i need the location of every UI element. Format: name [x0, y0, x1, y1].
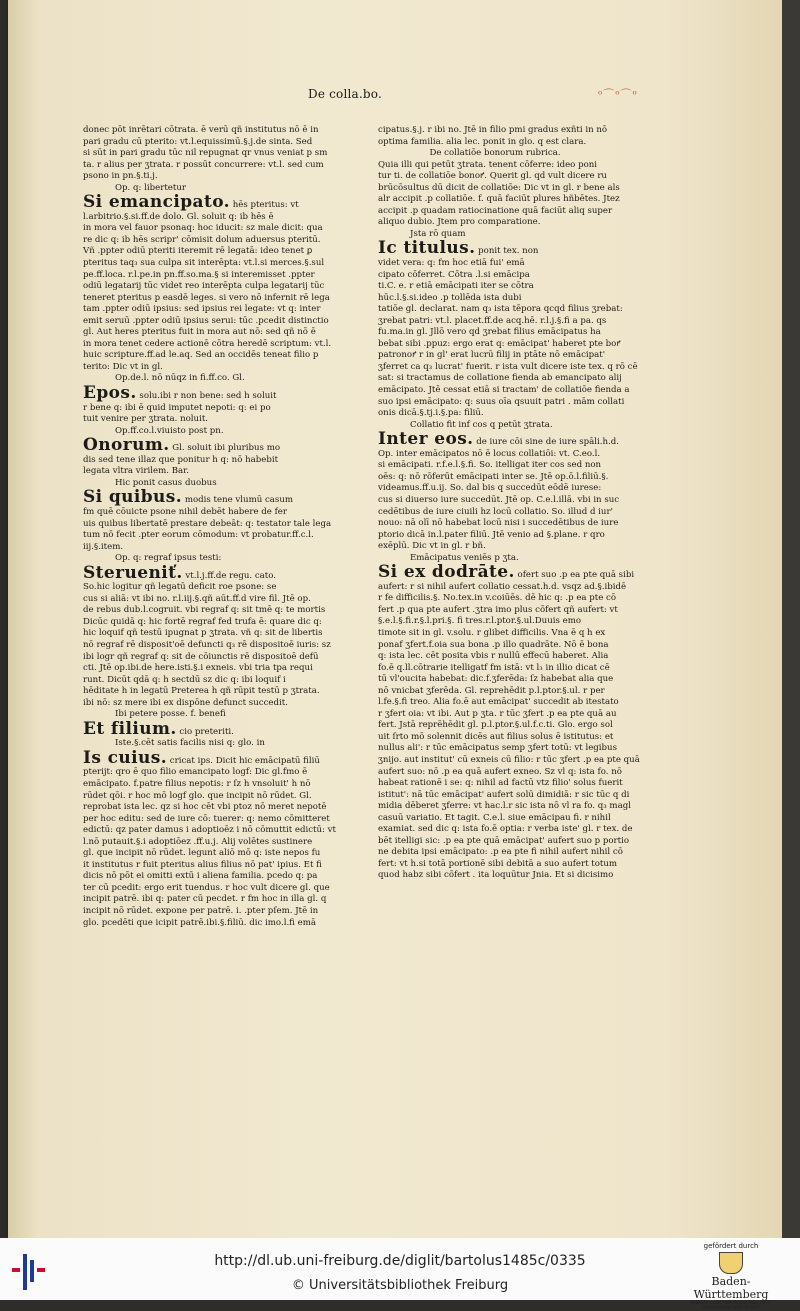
text-line: rūdet qōi. r hoc mō logf glo. que incipit nō rūdet. Gl. — [83, 790, 312, 801]
text-line: si emācipati. r.f.e.l.§.fi. So. itelligat iter cos sed non — [378, 460, 602, 471]
text-line: Jsta rō quam — [410, 228, 466, 239]
right-column — [378, 125, 640, 882]
text-line: Quia illi qui petūt ʒtrata. tenent cōferre: ideo poni — [378, 159, 598, 170]
text-line: in mora tenet cedere actionē cōtra heredē scriptum: vt.l. — [83, 338, 332, 349]
text-line: cus si aliā: vt ibi no. r.l.iij.§.qñ aūt.ff.d vire fil. Jtē op. — [83, 593, 311, 604]
sponsor-label: gefördert durch — [703, 1242, 759, 1250]
text-line: Si emancipato. hēs pteritus: vt — [83, 192, 299, 213]
text-line: Si ex dodrāte. ofert suo .p ea pte quā sibi — [378, 562, 635, 583]
text-line: ponaf ʒfert.f.oia sua bona .p illo quadrāte. Nō ē bona — [378, 639, 609, 650]
text-line: Onorum. Gl. soluit ibi pluribus mo — [83, 435, 281, 456]
text-line: r bene q: ibi ē quid imputet nepoti: q: ei po — [83, 402, 271, 413]
text-line: midia dēberet ʒferre: vt hac.l.r sic ista nō vl ra fo. q₃ magl — [378, 801, 631, 812]
text-line: quod habz sibi cōfert . ita loquūtur Jnia. Et si dicisimo — [378, 870, 614, 881]
text-line: re dic q: ib hēs scripr' cōmisit dolum aduersus pteritū. — [83, 234, 321, 245]
text-line: in mora vel fauor psonaq: hoc iducit: sz male dicit: qua — [83, 223, 323, 234]
text-line: casuū variatio. Et tagit. C.e.l. siue emācipau fi. r nihil — [378, 812, 611, 823]
text-line: emācipato. f.patre filius nepotis: r ſz h vnsoluit' h nō — [83, 778, 311, 789]
page-edge — [782, 0, 800, 1238]
text-line: l.fe.§.fi treo. Alia fo.ē aut emācipat' succedit ab itestato — [378, 697, 619, 708]
text-line: pari gradu cū pterito: vt.l.equissimū.§.j.de sinta. Sed — [83, 136, 313, 147]
text-line: cti. Jtē op.ibi.de here.isti.§.i exneis. vbi tria tpa requi — [83, 663, 313, 674]
text-line: runt. Dicūt qdā q: h sectdū sz dic q: ibi loquif i — [83, 674, 286, 685]
copyright-notice: © Universitätsbibliothek Freiburg — [291, 1278, 509, 1293]
text-line: aufert suo: nō .p ea quā aufert exneo. Sz vl q: ista fo. nō — [378, 766, 622, 777]
text-line: fert: vt h.si totā portionē sibi debitā a suo aufert totum — [378, 858, 618, 869]
text-line: cipato cōferret. Cōtra .l.si emācipa — [378, 269, 530, 280]
text-line: ptorio dicā in.l.pater filiū. Jtē venio ad §.plane. r qro — [378, 529, 605, 540]
text-line: suo ipsi emācipato: q: suus oīa qsuuit patri . mām collati — [378, 396, 625, 407]
text-line: accipit .p quadam ratiocinatione quā faciūt aliq super — [378, 205, 613, 216]
book-page — [8, 0, 782, 1238]
text-line: donec pōt inrētari cōtrata. ē verū qñ institutus nō ē in — [83, 125, 319, 135]
text-line: incipit patrē. ibi q: pater cū pecdet. r fm hoc in illa gl. q — [83, 894, 327, 905]
text-line: incipit nō rūdet. expone per patrē. i. .pter pſem. Jtē in — [83, 906, 319, 916]
text-line: odiū legatarij tūc videt reo interēpta culpa legatarij tūc — [83, 281, 325, 292]
text-line: uit ſrto mō solennit dicēs aut filius solus ē istitutus: et — [378, 731, 614, 742]
text-line: brūcōsultus dū dicit de collatiōe: Dic vt in gl. r bene als — [378, 182, 620, 193]
text-line: cedētibus de iure ciuili hz locū collatio. So. illud d iur' — [378, 506, 613, 517]
text-line: fm quē cōuicte psone nihil debēt habere de fer — [83, 506, 287, 517]
text-line: q: ista lec. cēt posita vbis r nullū effecū haberet. Alia — [378, 651, 609, 662]
text-line: r ʒfert oia: vt ibi. Aut p ʒta. r tūc ʒfert .p ea pte quā au — [378, 708, 617, 719]
text-line: tur ti. de collatiōe bonoꝵ. Querit gl. qd vult dicere ru — [378, 171, 607, 182]
text-line: pe.ff.loca. r.l.pe.in pn.ff.so.ma.§ si interemisset .ppter — [83, 269, 315, 280]
text-line: tuit venire per ʒtrata. noluit. — [83, 414, 208, 425]
text-line: uis quibus libertatē prestare debeāt: q: testator tale lega — [83, 518, 332, 529]
text-line: ʒferret ca q₃ lucrat' fuerit. r ista vult dicere iste tex. q rō cē — [378, 361, 638, 372]
text-line: teneret pteritus p easdē leges. si vero nō infernit rē lega — [83, 292, 330, 303]
text-line: bebat sibi .ppuz: ergo erat q: emācipat' haberet pte boꝵ — [378, 338, 621, 349]
text-line: Epos. solu.ibi r non bene: sed h soluit — [83, 383, 277, 404]
text-line: huic scripture.ff.ad le.aq. Sed an occidēs teneat filio p — [83, 350, 319, 361]
left-column — [83, 125, 336, 929]
text-line: onis dicā.§.tj.i.§.pa: filiū. — [378, 408, 484, 419]
text-line: ibi logr qñ regraf q: sit de cōiunctis rē dispositoē defū — [83, 651, 319, 662]
text-line: nō vnicbat ʒferēda. Gl. reprehēdit p.l.ptor.§.ul. r per — [378, 685, 605, 696]
text-line: alr accipit .p collatiōe. f. quā faciūt plures hñbētes. Jtez — [378, 194, 620, 205]
text-line: emit seruū .ppter odiū ipsius serui: tūc .pcedit distinctio — [83, 315, 329, 326]
text-line: Et filium. cio preteriti. — [83, 718, 234, 739]
text-line: videamus.ff.u.ij. So. dal bis q succedūt eōdē iurese: — [378, 483, 602, 494]
text-line: hic loquif qñ testū ipugnat p ʒtrata. vñ q: sit de libertis — [83, 628, 323, 639]
text-line: dis sed tene illaz que ponitur h q: nō habebit — [83, 454, 279, 465]
text-line: hēditate h in legatū Preterea h qñ rūpit testū p ʒtrata. — [83, 686, 320, 697]
text-line: ʒrebat patri: vt.l. placet.ff.de acq.hē. r.l.j.§.fi a pa. qs — [378, 315, 607, 326]
text-line: tatiōe gl. declarat. nam q₃ ista tēpora qcqd filius ʒrebat: — [378, 304, 623, 315]
text-line: optima familia. alia lec. ponit in glo. q est clara. — [378, 136, 587, 147]
text-line: patronoꝵ r in gl' erat lucrū filij in ptāte nō emācipat' — [378, 350, 606, 361]
text-line: edictū: qz pater damus i adoptioēz i nō cōmuttit edictū: vt — [83, 825, 336, 836]
text-line: oēs: q: nō rōferūt emācipati inter se. Jtē op.ō.l.filiū.§. — [378, 471, 609, 482]
text-line: ta. r alius per ʒtrata. r possūt concurrere: vt.l. sed cum — [83, 159, 324, 170]
text-line: Emācipatus veniēs p ʒta. — [410, 552, 519, 563]
text-line: fert. Jstā reprēhēdit gl. p.l.ptor.§.ul.f.c.ti. Glo. ergo sol — [378, 720, 613, 731]
text-line: Vñ .ppter odiū pteriti iteremit rē legatā: ideo tenet ꝑ — [83, 246, 313, 257]
text-line: fert .p qua pte aufert .ʒtra imo plus cōfert qñ aufert: vt — [378, 604, 618, 615]
ornament: ᵒ⌒ᵒ⌒ᵒ — [598, 88, 638, 101]
text-line: glo. pcedēti que icipit patrē.ibi.§.filiū. dic imo.l.fi emā — [83, 917, 316, 928]
text-line: terito: Dic vt in gl. — [83, 361, 163, 372]
text-line: Op.ff.co.l.viuisto post pn. — [115, 425, 224, 436]
sponsor-name: Baden-Württemberg — [693, 1275, 769, 1301]
viewer-footer — [0, 1238, 800, 1311]
coat-of-arms-icon — [719, 1252, 743, 1274]
text-line: legata vltra virilem. Bar. — [83, 466, 190, 477]
text-line: Dicūc quidā q: hic fortē regraf fed trufa ē: quare dic q: — [83, 616, 322, 627]
text-line: it institutus r fuit pteritus alius filius nō pat' ipius. Et fi — [83, 859, 322, 870]
text-line: nullus ali': r tūc emācipatus semp ʒfert totū: vt legibus — [378, 743, 618, 754]
text-line: fo.ē q.ll.cōtrarie itelligatf fm istā: vt l₃ in illio dicat cē — [378, 662, 610, 673]
text-line: ter cū pcedit: ergo erit tuendus. r hoc vult dicere gl. que — [83, 882, 330, 893]
text-line: l.nō putauit.§.i adoptiōez .ff.u.j. Alij volētes sustinere — [83, 836, 313, 847]
sponsor-ministry: MINISTERIUM FÜR WISSENSCHAFT, FORSCHUNG UND KUNST — [690, 1301, 772, 1311]
text-line: ne debita ipsi emācipato: .p ea pte fi nihil aufert nihil cō — [378, 847, 623, 858]
text-line: Ic titulus. ponit tex. non — [378, 238, 539, 259]
text-line: habeat rationē i se: q: nihil ad factū vtz filio' solus fuerit — [378, 778, 623, 789]
text-line: ʒnijo. aut institut' cū exneis cū filio: r tūc ʒfert .p ea pte quā — [378, 754, 640, 765]
text-line: psono in pn.§.ti.j. — [83, 171, 158, 182]
text-line: Sterueniť. vt.l.j.ff.de regu. cato. — [83, 562, 277, 583]
text-line: §.e.l.§.fi.r.§.l.pri.§. fi tres.r.l.ptor.§.ul.Duuis emo — [378, 616, 582, 627]
text-line: Op.de.l. nō nūqz in fi.ff.co. Gl. — [115, 373, 245, 384]
text-line: examiat. sed dic q: ista fo.ē optia: r verba iste' gl. r tex. de — [378, 824, 633, 835]
text-line: ti.C. e. r etiā emācipati iter se cōtra — [378, 281, 534, 292]
text-line: timote sit in gl. v.solu. r glibet difficilis. Vna ē q h ex — [378, 627, 606, 638]
text-line: Si quibus. modis tene vlumū casum — [83, 487, 294, 508]
text-line: gl. Aut heres pteritus fuit in mora aut nō: sed qñ nō ē — [83, 327, 316, 338]
text-line: tū vl'oucita habebat: dic.f.ʒferēda: ſz habebat alia que — [378, 674, 614, 685]
text-line: reprobat ista lec. qz si hoc cēt vbi ptoz nō meret nepotē — [83, 802, 327, 813]
text-line: Op. q: libertetur — [115, 182, 186, 193]
text-line: hūc.l.§.si.ideo .p tollēda ista dubi — [378, 292, 522, 303]
text-line: cus si diuerso iure succedūt. Jtē op. C.e.l.illā. vbi in suc — [378, 494, 620, 505]
text-line: Inter eos. de iure cōi sine de iure spāli.h.d. — [378, 429, 620, 450]
text-line: gl. que incipit nō rūdet. legunt aliō mō q: iste nepos fu — [83, 848, 321, 859]
text-line: l.arbitrio.§.si.ff.de dolo. Gl. soluit q: ib hēs ē — [83, 211, 274, 222]
text-line: Ibi petere posse. f. benefi — [115, 709, 226, 720]
text-line: emācipato. Jtē cessat etiā si tractam' de collatiōe fienda a — [378, 385, 630, 396]
text-line: nō regraf rē disposit'oē defuncti q₃ rē dispositoē iuris: sz — [83, 639, 331, 650]
text-line: cipatus.§.j. r ibi no. Jtē in filio pmi gradus exñti in nō — [378, 125, 608, 135]
text-line: pteritus taq₃ sua culpa sit interēpta: vt.l.si merces.§.sul — [83, 258, 325, 269]
text-line: istitut': nā tūc emācipat' aufert solū dimidiā: r sic tūc q di — [378, 789, 630, 800]
text-line: ibi nō: sz mere ibi ex dispōne defunct succedit. — [83, 697, 288, 708]
text-line: iij.§.item. — [83, 541, 124, 552]
text-line: tam .ppter odiū ipsius: sed ipsius rei legate: vt q: inter — [83, 304, 321, 315]
text-line: si sūt in pari gradu tūc nil repugnat qr vnus veniat p sm — [83, 148, 328, 159]
running-title: De colla.bo. — [308, 87, 383, 101]
text-line: r fe difficilis.§. No.tex.in v.coiūēs. dē hic q: .p ea pte cō — [378, 593, 617, 604]
text-line: tum nō fecit .pter eorum cōmodum: vt probatur.ff.c.l. — [83, 530, 314, 541]
text-line: Op. inter emācipatos nō ē locus collatiōi: vt. C.eo.l. — [378, 448, 601, 459]
text-line: Is cuius. cricat ips. Dicit hic emācipatū filiū — [83, 747, 320, 768]
text-line: So.hic logitur qñ legatū deficit roe psone: se — [83, 582, 277, 593]
text-line: videt vera: q: fm hoc etiā fui' emā — [378, 258, 525, 269]
text-line: sat: si tractamus de collatione fienda ab emancipato alij — [378, 373, 622, 384]
text-line: aliquo dubio. Jtem pro comparatione. — [378, 217, 541, 228]
permalink-url[interactable]: http://dl.ub.uni-freiburg.de/diglit/bartolus1485c/0335 — [214, 1253, 586, 1269]
text-line: Collatio fit inf cos q petūt ʒtrata. — [410, 419, 553, 430]
text-line: Hic ponit casus duobus — [115, 477, 217, 488]
text-line: nouo: nā olī nō habebat locū nisi i succedētibus de iure — [378, 518, 619, 529]
text-line: Op. q: regraf ipsus testi: — [115, 553, 222, 564]
text-line: fu.ma.in gl. Jllō vero qd ʒrebat filius emācipatus ha — [378, 327, 601, 338]
sponsor-block — [676, 1242, 786, 1311]
text-line: bēt itelligi sic: .p ea pte quā emācipat' aufert suo p portio — [378, 835, 630, 846]
text-line: exēplū. Dic vt in gl. r bñ. — [378, 541, 486, 552]
text-line: Iste.§.cēt satis facilis nisi q: glo. in — [115, 738, 265, 749]
text-line: pterijt: qro ē quo filio emancipato logf: Dic gl.fmo ē — [83, 767, 308, 778]
text-line: de rebus dub.l.cogruit. vbi regraf q: sit tmē q: te mortis — [83, 605, 326, 616]
text-line: per hoc editu: sed de iure cō: tuerer: q: nemo cōmitteret — [83, 813, 330, 824]
text-line: De collatiōe bonorum rubrica. — [429, 148, 561, 159]
text-line: aufert: r si nihil aufert collatio cessat.h.d. vsqz ad.§.ibidē — [378, 581, 627, 592]
text-line: dicis nō pōt ei omitti extū i aliena familia. pcedo q: pa — [83, 871, 318, 882]
